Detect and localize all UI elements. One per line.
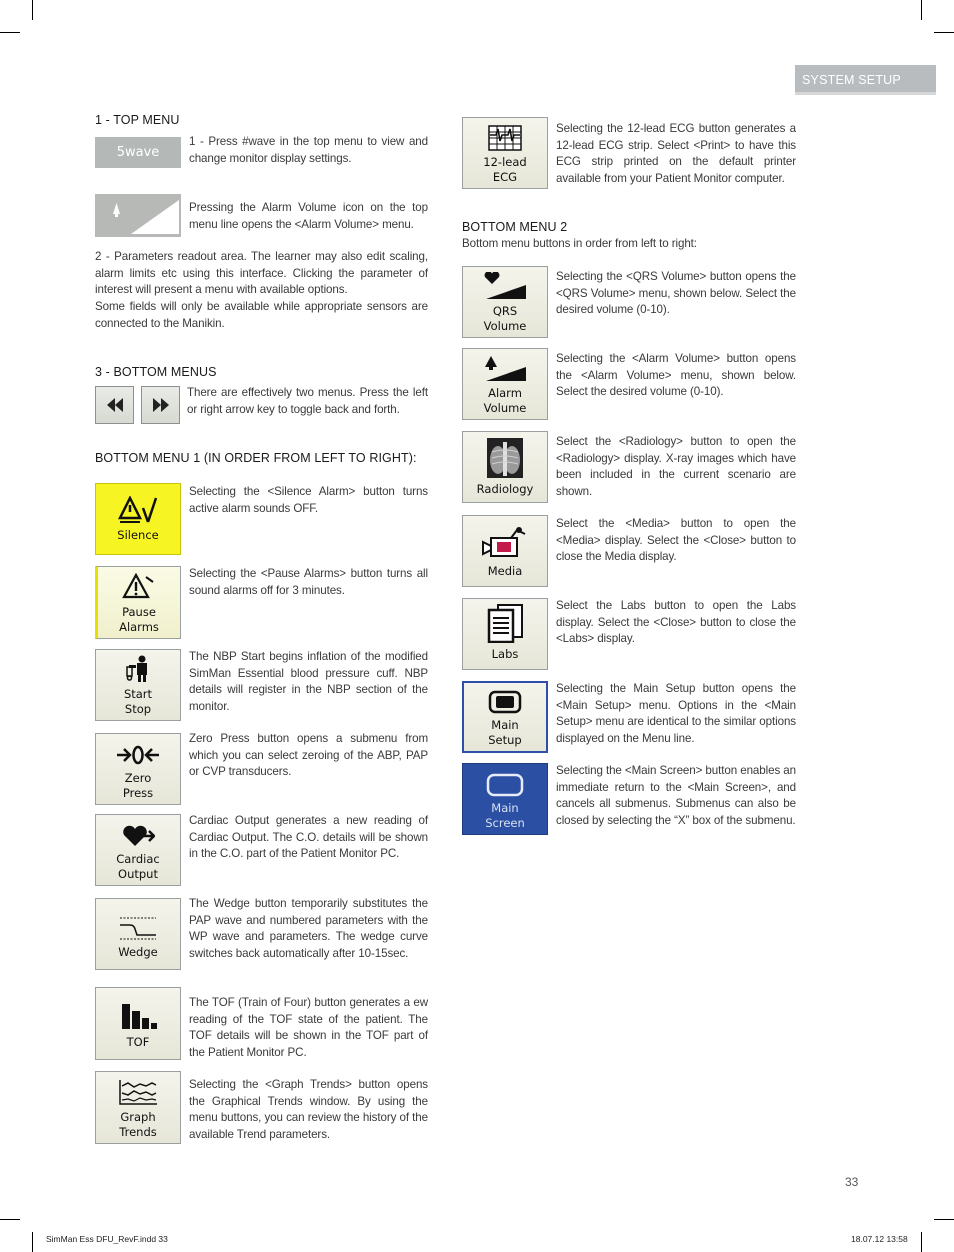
lab-documents-icon (485, 603, 525, 643)
alarm-volume-label: Volume (483, 401, 527, 415)
main-screen-button[interactable] (462, 763, 548, 835)
crop-mark (934, 32, 954, 33)
start-label: Start (123, 687, 153, 701)
wedge-button[interactable] (95, 898, 181, 970)
parameters-note: Some fields will only be available while appropriate sensors are connected to the Manikin. (95, 300, 428, 330)
press-label: Press (122, 786, 154, 800)
graph-trends-description: Selecting the <Graph Trends> button opens the Graphical Trends window. By using the menu buttons, you can review the history of the available Trend parameters. (189, 1078, 428, 1141)
video-camera-icon (481, 526, 529, 560)
pause-alarm-icon (122, 573, 156, 601)
nbp-start-stop-button[interactable] (95, 649, 181, 721)
output-label: Output (118, 867, 158, 881)
fast-forward-icon (152, 398, 170, 412)
tof-bars-icon (118, 1001, 158, 1031)
stop-label: Stop (124, 702, 152, 716)
pause-alarms-button[interactable] (95, 566, 181, 639)
qrs-volume-icon (482, 272, 528, 300)
labs-description: Select the Labs button to open the Labs display. Select the <Close> button to close the <Labs> display. (556, 599, 796, 645)
trends-label: Trends (119, 1125, 157, 1139)
main-setup-description: Selecting the Main Setup button opens the <Main Setup> menu. Options in the <Main Setup> menu are identical to the similar options displayed on the Menu line. (556, 682, 796, 745)
zero-press-button[interactable] (95, 733, 181, 805)
silence-description: Selecting the <Silence Alarm> button turns active alarm sounds OFF. (189, 485, 428, 515)
graph-trends-button[interactable] (95, 1071, 181, 1144)
rewind-icon (106, 398, 124, 412)
xray-icon (487, 438, 523, 478)
bottom-menu-2-subheading: Bottom menu buttons in order from left to right: (462, 237, 697, 250)
qrs-label: QRS (492, 304, 518, 318)
pause-alarms-label-1: Pause (122, 605, 156, 619)
main-screen-label-1: Main (491, 801, 519, 815)
alarm-volume-description: Pressing the Alarm Volume icon on the top menu line opens the <Alarm Volume> menu. (189, 201, 428, 231)
main-setup-label-2: Setup (488, 733, 522, 747)
zero-press-description: Zero Press button opens a submenu from which you can select zeroing of the ABP, PAP or CVP transducers. (189, 732, 428, 778)
labs-button[interactable] (462, 598, 548, 670)
ecg-label-1: 12-lead (483, 155, 527, 169)
volume-ramp-icon (95, 194, 181, 237)
cardiac-output-button[interactable] (95, 814, 181, 886)
crop-mark (0, 32, 20, 33)
tof-button[interactable] (95, 987, 181, 1060)
radiology-button[interactable] (462, 431, 548, 503)
nbp-description: The NBP Start begins inflation of the modified SimMan Essential blood pressure cuff. NBP details will register in the NBP section of the monitor. (189, 650, 428, 713)
left-arrow-button[interactable] (95, 386, 134, 424)
crop-mark (32, 1232, 33, 1252)
tof-label: TOF (126, 1035, 150, 1049)
heart-icon (121, 824, 155, 848)
crop-mark (32, 0, 33, 20)
alarm-label: Alarm (488, 386, 522, 400)
bottom-menus-description: There are effectively two menus. Press the left or right arrow key to toggle back and forth. (187, 386, 428, 416)
ecg-grid-icon (488, 125, 522, 151)
section-tag: SYSTEM SETUP (795, 65, 936, 95)
labs-label: Labs (491, 647, 519, 661)
nbp-person-icon (123, 655, 153, 683)
media-button[interactable] (462, 515, 548, 587)
graph-label: Graph (120, 1110, 156, 1124)
main-setup-icon (488, 690, 522, 714)
main-setup-label-1: Main (491, 718, 519, 732)
qrs-volume-description: Selecting the <QRS Volume> button opens the <QRS Volume> menu, shown below. Select the desired volume (0-10). (556, 270, 796, 316)
alarm-volume-button[interactable] (462, 348, 548, 420)
cardiac-label: Cardiac (116, 852, 160, 866)
top-menu-heading: 1 - TOP MENU (95, 113, 180, 127)
right-arrow-button[interactable] (141, 386, 180, 424)
pause-alarms-description: Selecting the <Pause Alarms> button turns all sound alarms off for 3 minutes. (189, 567, 428, 597)
radiology-description: Select the <Radiology> button to open the <Radiology> display. X-ray images which have been included in the current scenario are shown. (556, 435, 796, 498)
main-screen-description: Selecting the <Main Screen> button enables an immediate return to the <Main Screen>, and cancels all submenus. Submenus can also be closed by selecting the “X” box of the submenu. (556, 764, 796, 827)
wave-description: 1 - Press #wave in the top menu to view and change monitor display settings. (189, 135, 428, 165)
wedge-wave-icon (118, 915, 158, 941)
wave-button[interactable]: 5wave (95, 137, 181, 168)
ecg-description: Selecting the 12-lead ECG button generates a 12-lead ECG strip. Select <Print> to have this ECG strip printed on the default printer available from your Patient Monitor computer. (556, 122, 796, 185)
crop-mark (934, 1219, 954, 1220)
parameters-description: 2 - Parameters readout area. The learner may also edit scaling, alarm limits etc using this interface. Clicking the parameter of interest will present a menu with available options. (95, 250, 428, 296)
bottom-menu-1-heading: BOTTOM MENU 1 (IN ORDER FROM LEFT TO RIGHT): (95, 451, 417, 465)
silence-label: Silence (117, 528, 159, 542)
bottom-menu-2-heading: BOTTOM MENU 2 (462, 220, 568, 234)
crop-mark (921, 0, 922, 20)
zero-press-icon (115, 743, 161, 767)
radiology-label: Radiology (476, 482, 534, 496)
media-label: Media (487, 564, 523, 578)
graph-trends-icon (117, 1078, 159, 1106)
tof-description: The TOF (Train of Four) button generates a ew reading of the TOF state of the patient. The TOF details will be shown in the TOF part of the Patient Monitor PC. (189, 996, 428, 1059)
qrs-volume-label: Volume (483, 319, 527, 333)
main-setup-button[interactable] (462, 681, 548, 753)
crop-mark (0, 1219, 20, 1220)
alarm-volume-menu-description: Selecting the <Alarm Volume> button opens the <Alarm Volume> menu, shown below. Select the desired volume (0-10). (556, 352, 796, 398)
pause-alarms-label-2: Alarms (119, 620, 159, 634)
footer-timestamp: 18.07.12 13:58 (851, 1234, 908, 1244)
wedge-label: Wedge (118, 945, 158, 959)
qrs-volume-button[interactable] (462, 266, 548, 338)
silence-alarm-icon (118, 496, 158, 524)
footer-file-name: SimMan Ess DFU_RevF.indd 33 (46, 1234, 168, 1244)
main-screen-label-2: Screen (485, 816, 525, 830)
ecg-12-lead-button[interactable] (462, 117, 548, 189)
page-number: 33 (845, 1175, 859, 1189)
ecg-label-2: ECG (492, 170, 518, 184)
main-screen-icon (486, 773, 524, 797)
cardiac-output-description: Cardiac Output generates a new reading of Cardiac Output. The C.O. details will be shown in the C.O. part of the Patient Monitor PC. (189, 814, 428, 860)
crop-mark (921, 1232, 922, 1252)
wedge-description: The Wedge button temporarily substitutes the PAP wave and numbered parameters with the WP wave and parameters. The wedge curve switches back automatically after 10-15sec. (189, 897, 428, 960)
alarm-volume-icon (482, 354, 528, 382)
media-description: Select the <Media> button to open the <Media> display. Select the <Close> button to close the Media display. (556, 517, 796, 563)
zero-label: Zero (124, 771, 152, 785)
silence-button[interactable] (95, 483, 181, 555)
alarm-volume-top-button[interactable] (95, 194, 181, 237)
bottom-menus-heading: 3 - BOTTOM MENUS (95, 365, 217, 379)
